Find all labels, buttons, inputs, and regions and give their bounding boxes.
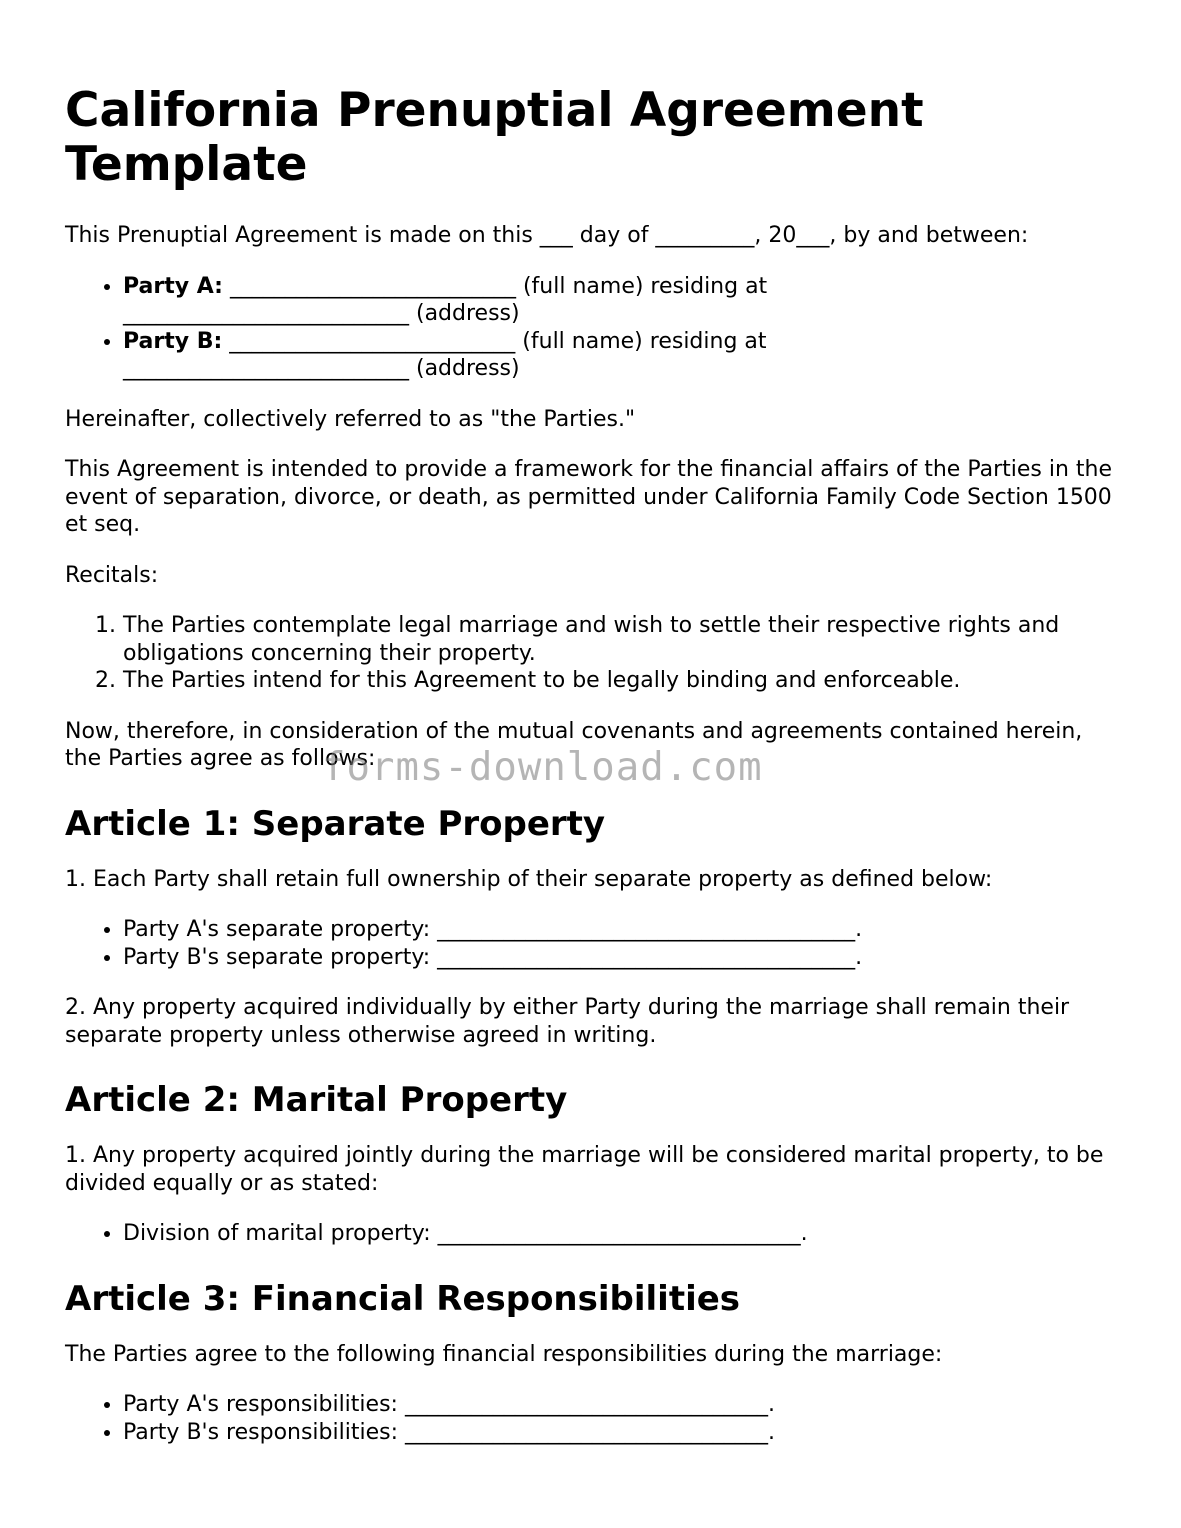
watermark: forms-download.com: [322, 745, 763, 790]
now-therefore-paragraph: Now, therefore, in consideration of the mutual covenants and agreements contained herein, the Parties agree as follows:: [65, 718, 1083, 771]
recitals-list: [65, 612, 1125, 695]
list-item: • Division of marital property: _________________________________.: [123, 1220, 1125, 1248]
article-2-paragraph-1: 1. Any property acquired jointly during the marriage will be considered marital property, to be divided equally or as stated:: [65, 1143, 1104, 1196]
recitals-heading: Recitals:: [65, 562, 159, 588]
party-address-line: __________________________ (address): [123, 301, 520, 326]
document-page: [65, 84, 1125, 1469]
party-address-line: __________________________ (address): [123, 356, 520, 381]
parties-list: [65, 273, 1125, 383]
list-item: 2. The Parties intend for this Agreement to be legally binding and enforceable.: [123, 667, 1125, 695]
article-2-list: [65, 1220, 1125, 1248]
list-item-party-a: [123, 273, 1125, 328]
article-3-paragraph-1: The Parties agree to the following financial responsibilities during the marriage:: [65, 1341, 943, 1367]
article-1-heading: Article 1: Separate Property: [65, 803, 606, 844]
hereinafter-paragraph: Hereinafter, collectively referred to as "the Parties.": [65, 406, 636, 432]
intro-paragraph: This Prenuptial Agreement is made on this ___ day of _________, 20___, by and between:: [65, 223, 1029, 248]
list-item: • Party B's responsibilities: _________________________________.: [123, 1419, 1125, 1447]
party-label: Party A:: [123, 273, 223, 299]
article-1-list: [65, 916, 1125, 971]
article-1-paragraph-2: 2. Any property acquired individually by either Party during the marriage shall remain their separate property unless otherwise agreed in writing.: [65, 995, 1070, 1048]
article-3-heading: Article 3: Financial Responsibilities: [65, 1278, 741, 1319]
purpose-paragraph: This Agreement is intended to provide a framework for the financial affairs of the Parties in the event of separation, divorce, or death, as permitted under California Family Code Section 1500 et seq.: [65, 457, 1113, 537]
party-label: Party B:: [123, 328, 223, 354]
list-item: • Party B's separate property: ______________________________________.: [123, 944, 1125, 972]
list-item: 1. The Parties contemplate legal marriage and wish to settle their respective rights and obligations concerning their property.: [123, 612, 1125, 667]
party-name-line: __________________________ (full name) residing at: [222, 328, 767, 354]
list-item: • Party A's separate property: ______________________________________.: [123, 916, 1125, 944]
article-3-list: [65, 1391, 1125, 1446]
list-item-party-b: [123, 328, 1125, 383]
article-2-heading: Article 2: Marital Property: [65, 1080, 568, 1120]
article-1-paragraph-1: 1. Each Party shall retain full ownership of their separate property as defined below:: [65, 866, 993, 892]
party-name-line: __________________________ (full name) residing at: [222, 273, 768, 299]
list-item: • Party A's responsibilities: _________________________________.: [123, 1391, 1125, 1419]
page-title: California Prenuptial Agreement Template: [65, 83, 924, 192]
